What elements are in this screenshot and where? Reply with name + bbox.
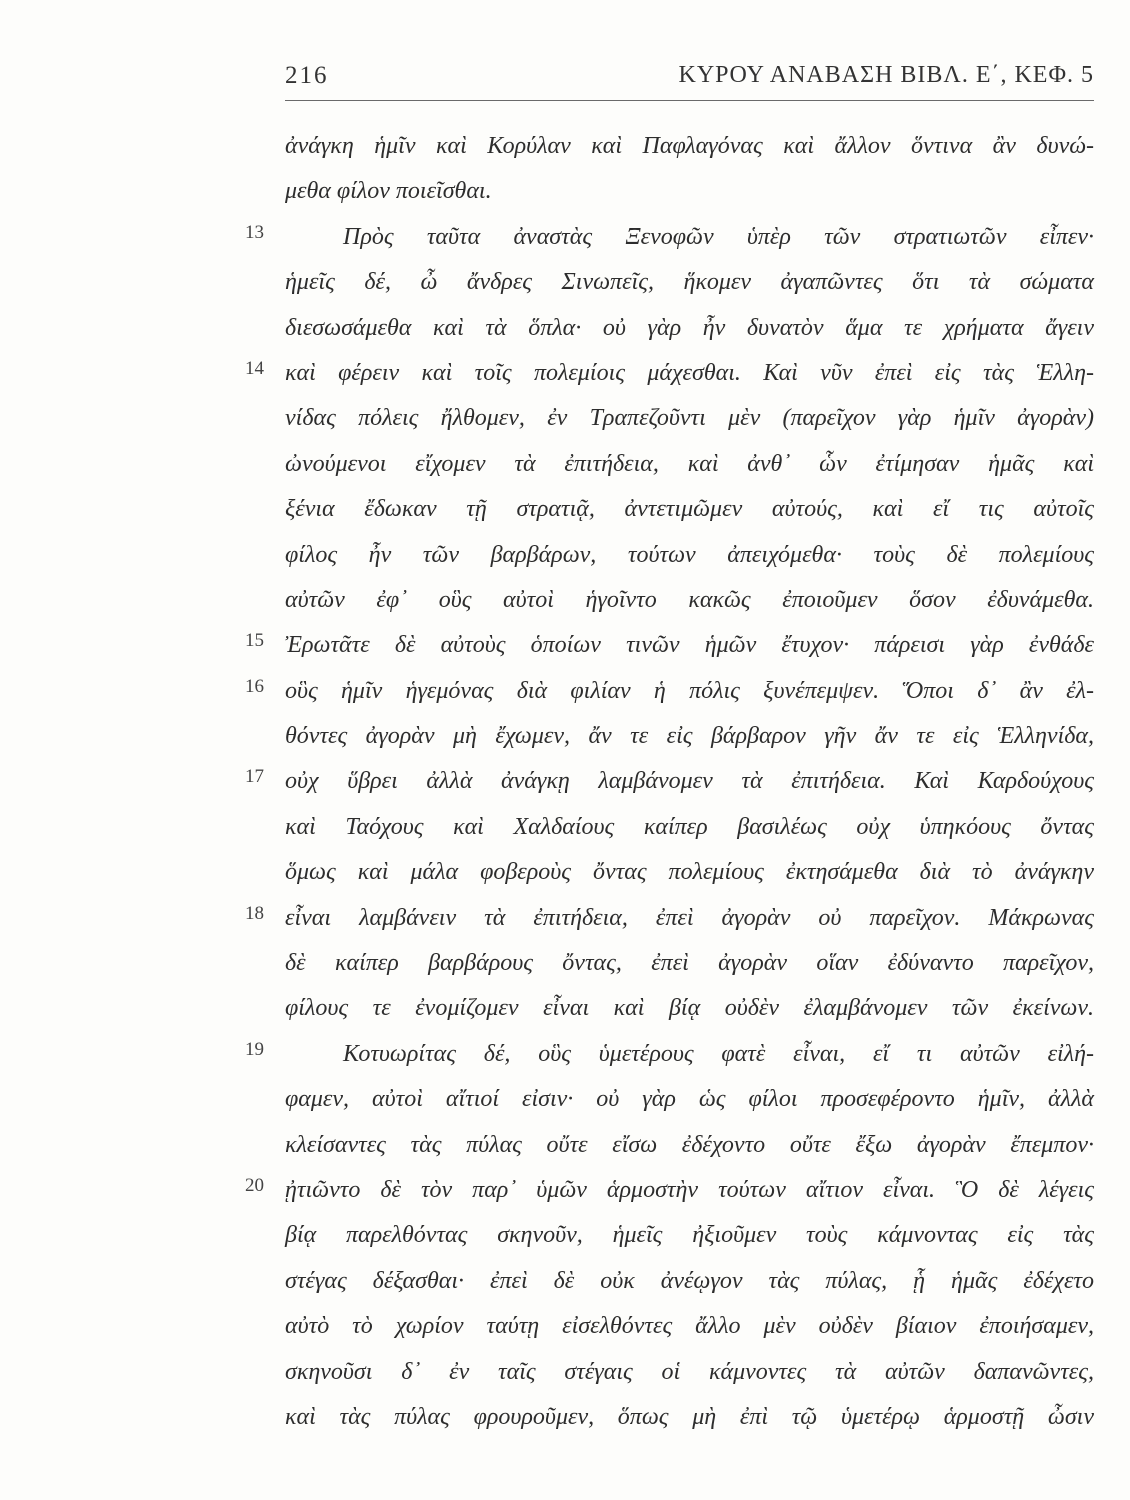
line-text: φίλους τε ἐνομίζομεν εἶναι καὶ βίᾳ οὐδὲν ἐλαμβάνομεν τῶν ἐκείνων.	[285, 995, 1094, 1022]
section-number: 15	[245, 630, 264, 652]
text-line	[0, 308, 1130, 353]
line-text: ὠνούμενοι εἴχομεν τὰ ἐπιτήδεια, καὶ ἀνθ᾽ ὧν ἐτίμησαν ἡμᾶς καὶ	[285, 450, 1094, 477]
text-line	[0, 852, 1130, 897]
text-line	[0, 489, 1130, 534]
line-text: ξένια ἔδωκαν τῇ στρατιᾷ, ἀντετιμῶμεν αὐτούς, καὶ εἴ τις αὐτοῖς	[285, 496, 1094, 523]
section-number: 19	[245, 1038, 264, 1060]
text-line	[0, 1261, 1130, 1306]
text-line	[0, 398, 1130, 443]
line-text: οὓς ἡμῖν ἡγεμόνας διὰ φιλίαν ἡ πόλις ξυνέπεμψεν. Ὅποι δ᾽ ἂν ἐλ-	[285, 677, 1094, 704]
line-text: καὶ τὰς πύλας φρουροῦμεν, ὅπως μὴ ἐπὶ τῷ ὑμετέρῳ ἁρμοστῇ ὦσιν	[285, 1403, 1094, 1430]
line-text: νίδας πόλεις ἤλθομεν, ἐν Τραπεζοῦντι μὲν (παρεῖχον γὰρ ἡμῖν ἀγορὰν)	[285, 405, 1094, 432]
text-line	[0, 898, 1130, 943]
text-line	[0, 1079, 1130, 1124]
text-line	[0, 1306, 1130, 1351]
line-text: ᾐτιῶντο δὲ τὸν παρ᾽ ὑμῶν ἁρμοστὴν τούτων αἴτιον εἶναι. Ὃ δὲ λέγεις	[285, 1176, 1094, 1203]
text-line	[0, 217, 1130, 262]
text-line	[0, 126, 1130, 171]
line-text: οὐχ ὕβρει ἀλλὰ ἀνάγκῃ λαμβάνομεν τὰ ἐπιτήδεια. Καὶ Καρδούχους	[285, 768, 1094, 795]
text-line	[0, 1170, 1130, 1215]
line-text: φίλος ἦν τῶν βαρβάρων, τούτων ἀπειχόμεθα· τοὺς δὲ πολεμίους	[285, 541, 1094, 568]
text-line	[0, 943, 1130, 988]
text-line	[0, 535, 1130, 580]
line-text: καὶ φέρειν καὶ τοῖς πολεμίοις μάχεσθαι. Καὶ νῦν ἐπεὶ εἰς τὰς Ἑλλη-	[285, 359, 1094, 386]
running-header	[285, 60, 1094, 101]
line-text: Κοτυωρίτας δέ, οὓς ὑμετέρους φατὲ εἶναι, εἴ τι αὐτῶν εἰλή-	[343, 1040, 1094, 1067]
line-text: σκηνοῦσι δ᾽ ἐν ταῖς στέγαις οἱ κάμνοντες τὰ αὐτῶν δαπανῶντες,	[285, 1358, 1094, 1385]
section-number: 13	[245, 221, 264, 243]
text-line	[0, 988, 1130, 1033]
running-title: ΚΥΡΟΥ ΑΝΑΒΑΣΗ ΒΙΒΛ. Ε΄, ΚΕΦ. 5	[678, 62, 1094, 88]
line-text: δὲ καίπερ βαρβάρους ὄντας, ἐπεὶ ἀγορὰν οἵαν ἐδύναντο παρεῖχον,	[285, 950, 1094, 977]
line-text: Ἐρωτᾶτε δὲ αὐτοὺς ὁποίων τινῶν ἡμῶν ἔτυχον· πάρεισι γὰρ ἐνθάδε	[285, 632, 1094, 659]
line-text: κλείσαντες τὰς πύλας οὔτε εἴσω ἐδέχοντο οὔτε ἔξω ἀγορὰν ἔπεμπον·	[285, 1131, 1094, 1158]
section-number: 16	[245, 675, 264, 697]
text-line	[0, 1352, 1130, 1397]
text-line	[0, 444, 1130, 489]
line-text: φαμεν, αὐτοὶ αἴτιοί εἰσιν· οὐ γὰρ ὡς φίλοι προσεφέροντο ἡμῖν, ἀλλὰ	[285, 1086, 1094, 1113]
line-text: ὅμως καὶ μάλα φοβεροὺς ὄντας πολεμίους ἐκτησάμεθα διὰ τὸ ἀνάγκην	[285, 859, 1094, 886]
text-line	[0, 1397, 1130, 1442]
text-line	[0, 353, 1130, 398]
line-text: στέγας δέξασθαι· ἐπεὶ δὲ οὐκ ἀνέῳγον τὰς πύλας, ᾗ ἡμᾶς ἐδέχετο	[285, 1267, 1094, 1294]
line-text: βίᾳ παρελθόντας σκηνοῦν, ἡμεῖς ἠξιοῦμεν τοὺς κάμνοντας εἰς τὰς	[285, 1222, 1094, 1249]
text-line	[0, 625, 1130, 670]
line-text: θόντες ἀγορὰν μὴ ἔχωμεν, ἄν τε εἰς βάρβαρον γῆν ἄν τε εἰς Ἑλληνίδα,	[285, 723, 1094, 750]
section-number: 14	[245, 357, 264, 379]
page-number: 216	[285, 62, 329, 89]
line-text: ἀνάγκη ἡμῖν καὶ Κορύλαν καὶ Παφλαγόνας καὶ ἄλλον ὅντινα ἂν δυνώ-	[285, 133, 1094, 159]
text-line	[0, 1125, 1130, 1170]
text-line	[0, 171, 1130, 216]
greek-text-body	[0, 126, 1130, 1442]
text-line	[0, 262, 1130, 307]
section-number: 20	[245, 1174, 264, 1196]
line-text: Πρὸς ταῦτα ἀναστὰς Ξενοφῶν ὑπὲρ τῶν στρατιωτῶν εἶπεν·	[343, 223, 1094, 250]
line-text: μεθα φίλον ποιεῖσθαι.	[285, 178, 492, 205]
text-line	[0, 716, 1130, 761]
text-line	[0, 761, 1130, 806]
section-number: 17	[245, 766, 264, 788]
line-text: διεσωσάμεθα καὶ τὰ ὅπλα· οὐ γὰρ ἦν δυνατὸν ἅμα τε χρήματα ἄγειν	[285, 314, 1094, 341]
text-line	[0, 671, 1130, 716]
line-text: εἶναι λαμβάνειν τὰ ἐπιτήδεια, ἐπεὶ ἀγορὰν οὐ παρεῖχον. Μάκρωνας	[285, 904, 1094, 931]
text-line	[0, 580, 1130, 625]
text-line	[0, 1034, 1130, 1079]
line-text: αὐτῶν ἐφ᾽ οὓς αὐτοὶ ἡγοῖντο κακῶς ἐποιοῦμεν ὅσον ἐδυνάμεθα.	[285, 586, 1094, 613]
line-text: καὶ Ταόχους καὶ Χαλδαίους καίπερ βασιλέως οὐχ ὑπηκόους ὄντας	[285, 813, 1094, 840]
section-number: 18	[245, 902, 264, 924]
text-line	[0, 807, 1130, 852]
line-text: ἡμεῖς δέ, ὦ ἄνδρες Σινωπεῖς, ἥκομεν ἀγαπῶντες ὅτι τὰ σώματα	[285, 269, 1094, 296]
line-text: αὐτὸ τὸ χωρίον ταύτῃ εἰσελθόντες ἄλλο μὲν οὐδὲν βίαιον ἐποιήσαμεν,	[285, 1313, 1094, 1340]
text-line	[0, 1215, 1130, 1260]
